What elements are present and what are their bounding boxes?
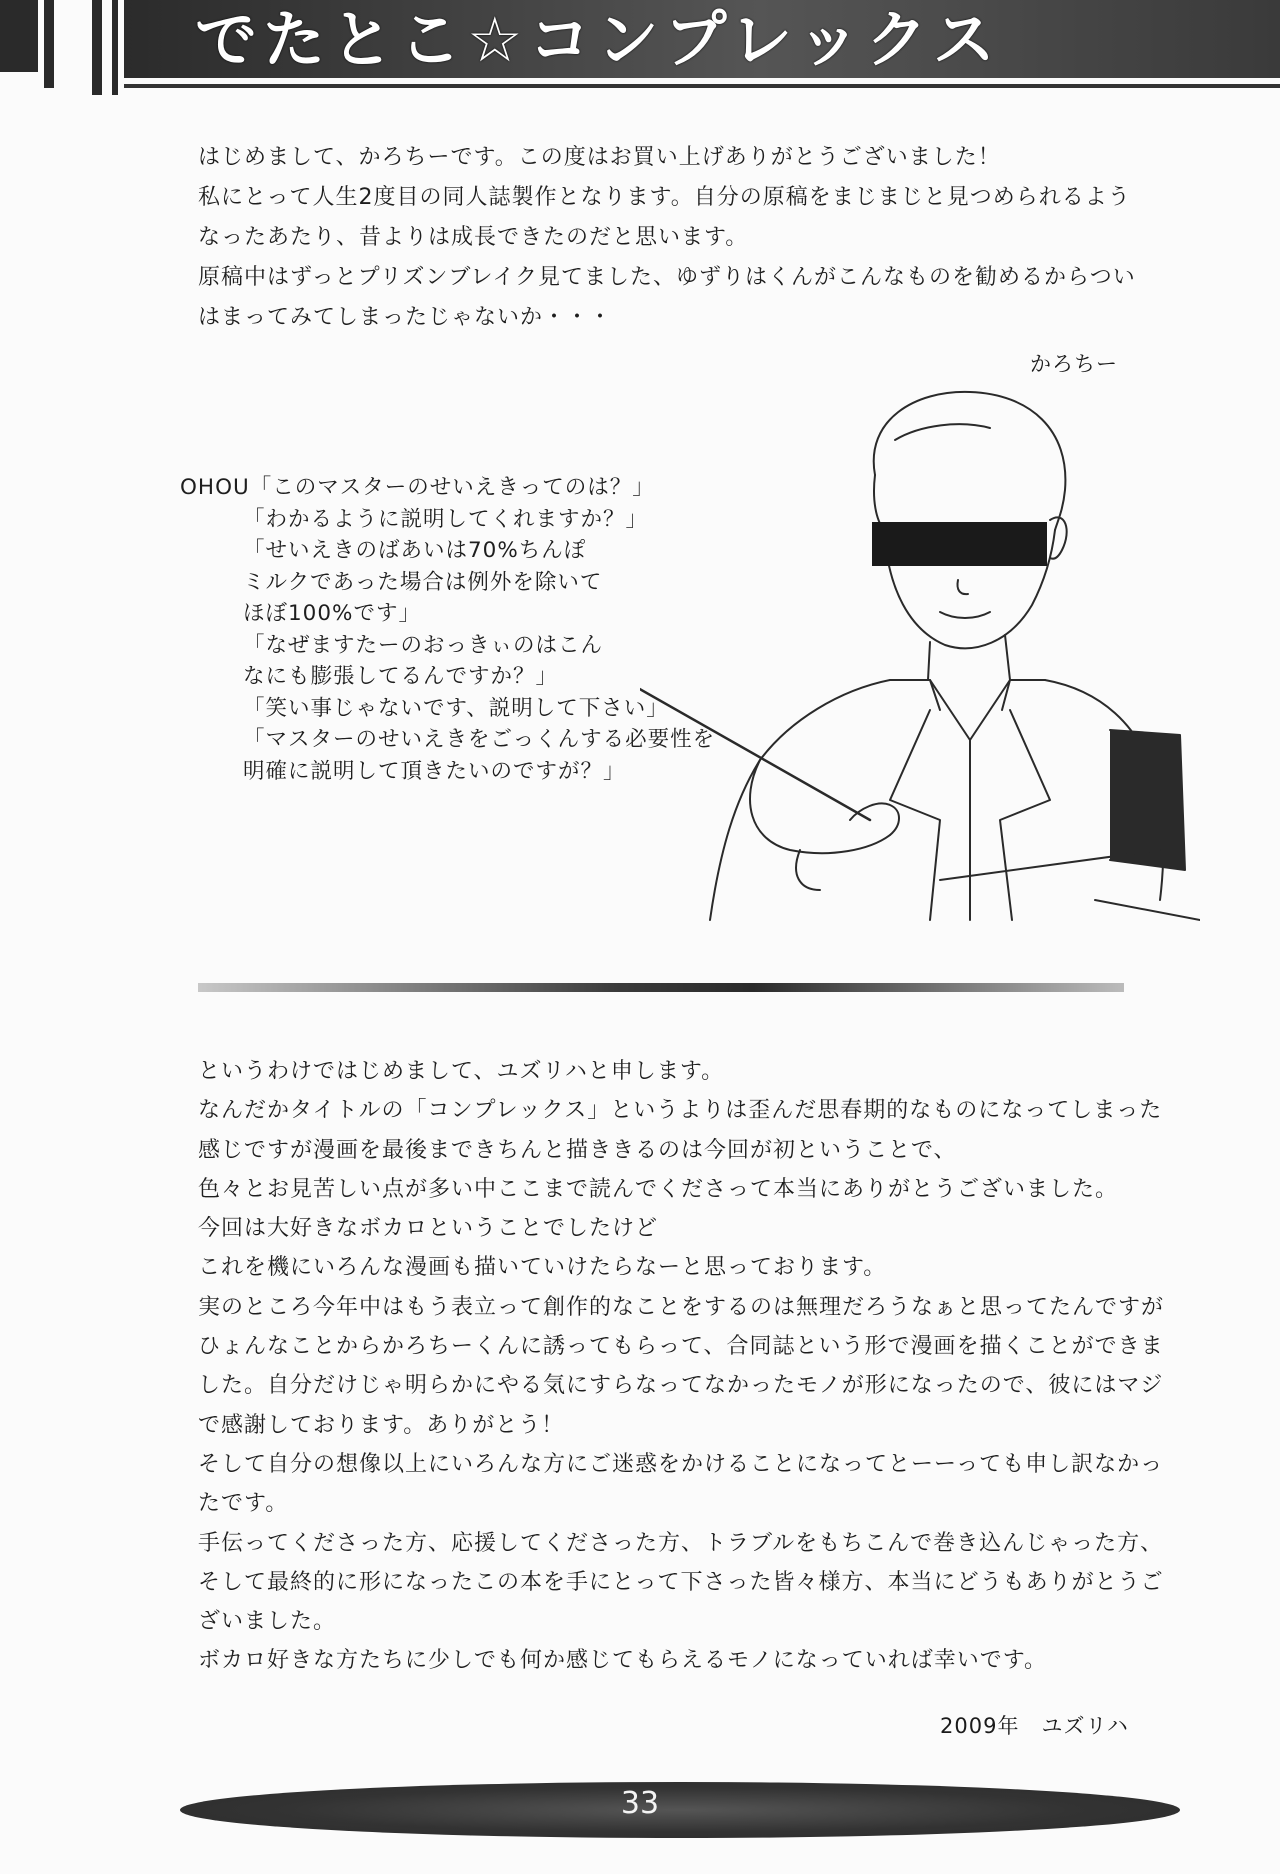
dialogue-line: 「せいえきのばあいは70%ちんぽ	[243, 538, 587, 563]
main-line: そして自分の想像以上にいろんな方にご迷惑をかけることになってとーーっても申し訳なかっ	[198, 1451, 1164, 1477]
main-text	[198, 1052, 1164, 1681]
main-line: ひょんなことからかろちーくんに誘ってもらって、合同誌という形で漫画を描くことができま	[198, 1334, 1164, 1360]
page-title: でたとこ☆コンプレックス	[195, 3, 1001, 76]
main-line: した。自分だけじゃ明らかにやる気にすらなってなかったモノが形になったので、彼にはマジ	[198, 1373, 1164, 1399]
main-line: たです。	[198, 1491, 289, 1517]
title-underline	[124, 84, 1280, 88]
main-line: 手伝ってくださった方、応援してくださった方、トラブルをもちこんで巻き込んじゃった方、	[198, 1530, 1164, 1556]
main-line: 色々とお見苦しい点が多い中ここまで読んでくださって本当にありがとうございました。	[198, 1176, 1119, 1202]
main-line: というわけではじめまして、ユズリハと申します。	[198, 1059, 725, 1084]
main-line: ボカロ好きな方たちに少しでも何か感じてもらえるモノになっていれば幸いです。	[198, 1648, 1048, 1674]
dialogue-line: 「笑い事じゃないです、説明して下さい」	[243, 695, 669, 721]
dialogue-line: OHOU「このマスターのせいえきってのは？」	[180, 475, 655, 500]
intro-line: 私にとって人生2度目の同人誌製作となります。自分の原稿をまじまじと見つめられるよう	[198, 185, 1131, 210]
main-line: で感謝しております。ありがとう！	[198, 1412, 565, 1438]
main-line: 今回は大好きなボカロということでしたけど	[198, 1216, 659, 1242]
intro-text	[198, 138, 1136, 338]
main-line: なんだかタイトルの「コンプレックス」というよりは歪んだ思春期的なものになってしまった	[198, 1098, 1163, 1124]
character-illustration	[640, 380, 1200, 960]
dialogue-line: 「なぜますたーのおっきぃのはこん	[243, 632, 604, 658]
main-line: ざいました。	[198, 1609, 337, 1635]
header-left-bars	[0, 0, 130, 95]
main-line: そして最終的に形になったこの本を手にとって下さった皆々様方、本当にどうもありがとうご	[198, 1569, 1164, 1595]
main-line: これを機にいろんな漫画も描いていけたらなーと思っております。	[198, 1255, 887, 1281]
intro-line: はじめまして、かろちーです。この度はお買い上げありがとうございました！	[198, 145, 1001, 170]
dialogue-line: 明確に説明して頂きたいのですが？」	[243, 758, 626, 784]
dialogue-line: 「マスターのせいえきをごっくんする必要性を	[243, 727, 716, 752]
intro-line: 原稿中はずっとプリズンブレイク見てました、ゆずりはくんがこんなものを勧めるからつい	[198, 265, 1136, 290]
section-divider	[198, 983, 1124, 992]
footer-band	[180, 1782, 1180, 1838]
dialogue-text	[180, 472, 715, 787]
dialogue-line: ほぼ100%です」	[243, 601, 421, 626]
page-number: 33	[620, 1786, 660, 1821]
dialogue-line: なにも膨張してるんですか？」	[243, 664, 559, 689]
intro-line: なったあたり、昔よりは成長できたのだと思います。	[198, 225, 749, 250]
intro-line: はまってみてしまったじゃないか・・・	[198, 305, 613, 330]
main-signature: 2009年 ユズリハ	[940, 1714, 1129, 1738]
dialogue-line: ミルクであった場合は例外を除いて	[243, 569, 603, 595]
main-line: 感じですが漫画を最後まできちんと描ききるのは今回が初ということで、	[198, 1137, 957, 1163]
dialogue-line: 「わかるように説明してくれますか？」	[243, 506, 649, 532]
main-line: 実のところ今年中はもう表立って創作的なことをするのは無理だろうなぁと思ってたんですが	[198, 1294, 1165, 1320]
intro-signature: かろちー	[1030, 352, 1118, 376]
